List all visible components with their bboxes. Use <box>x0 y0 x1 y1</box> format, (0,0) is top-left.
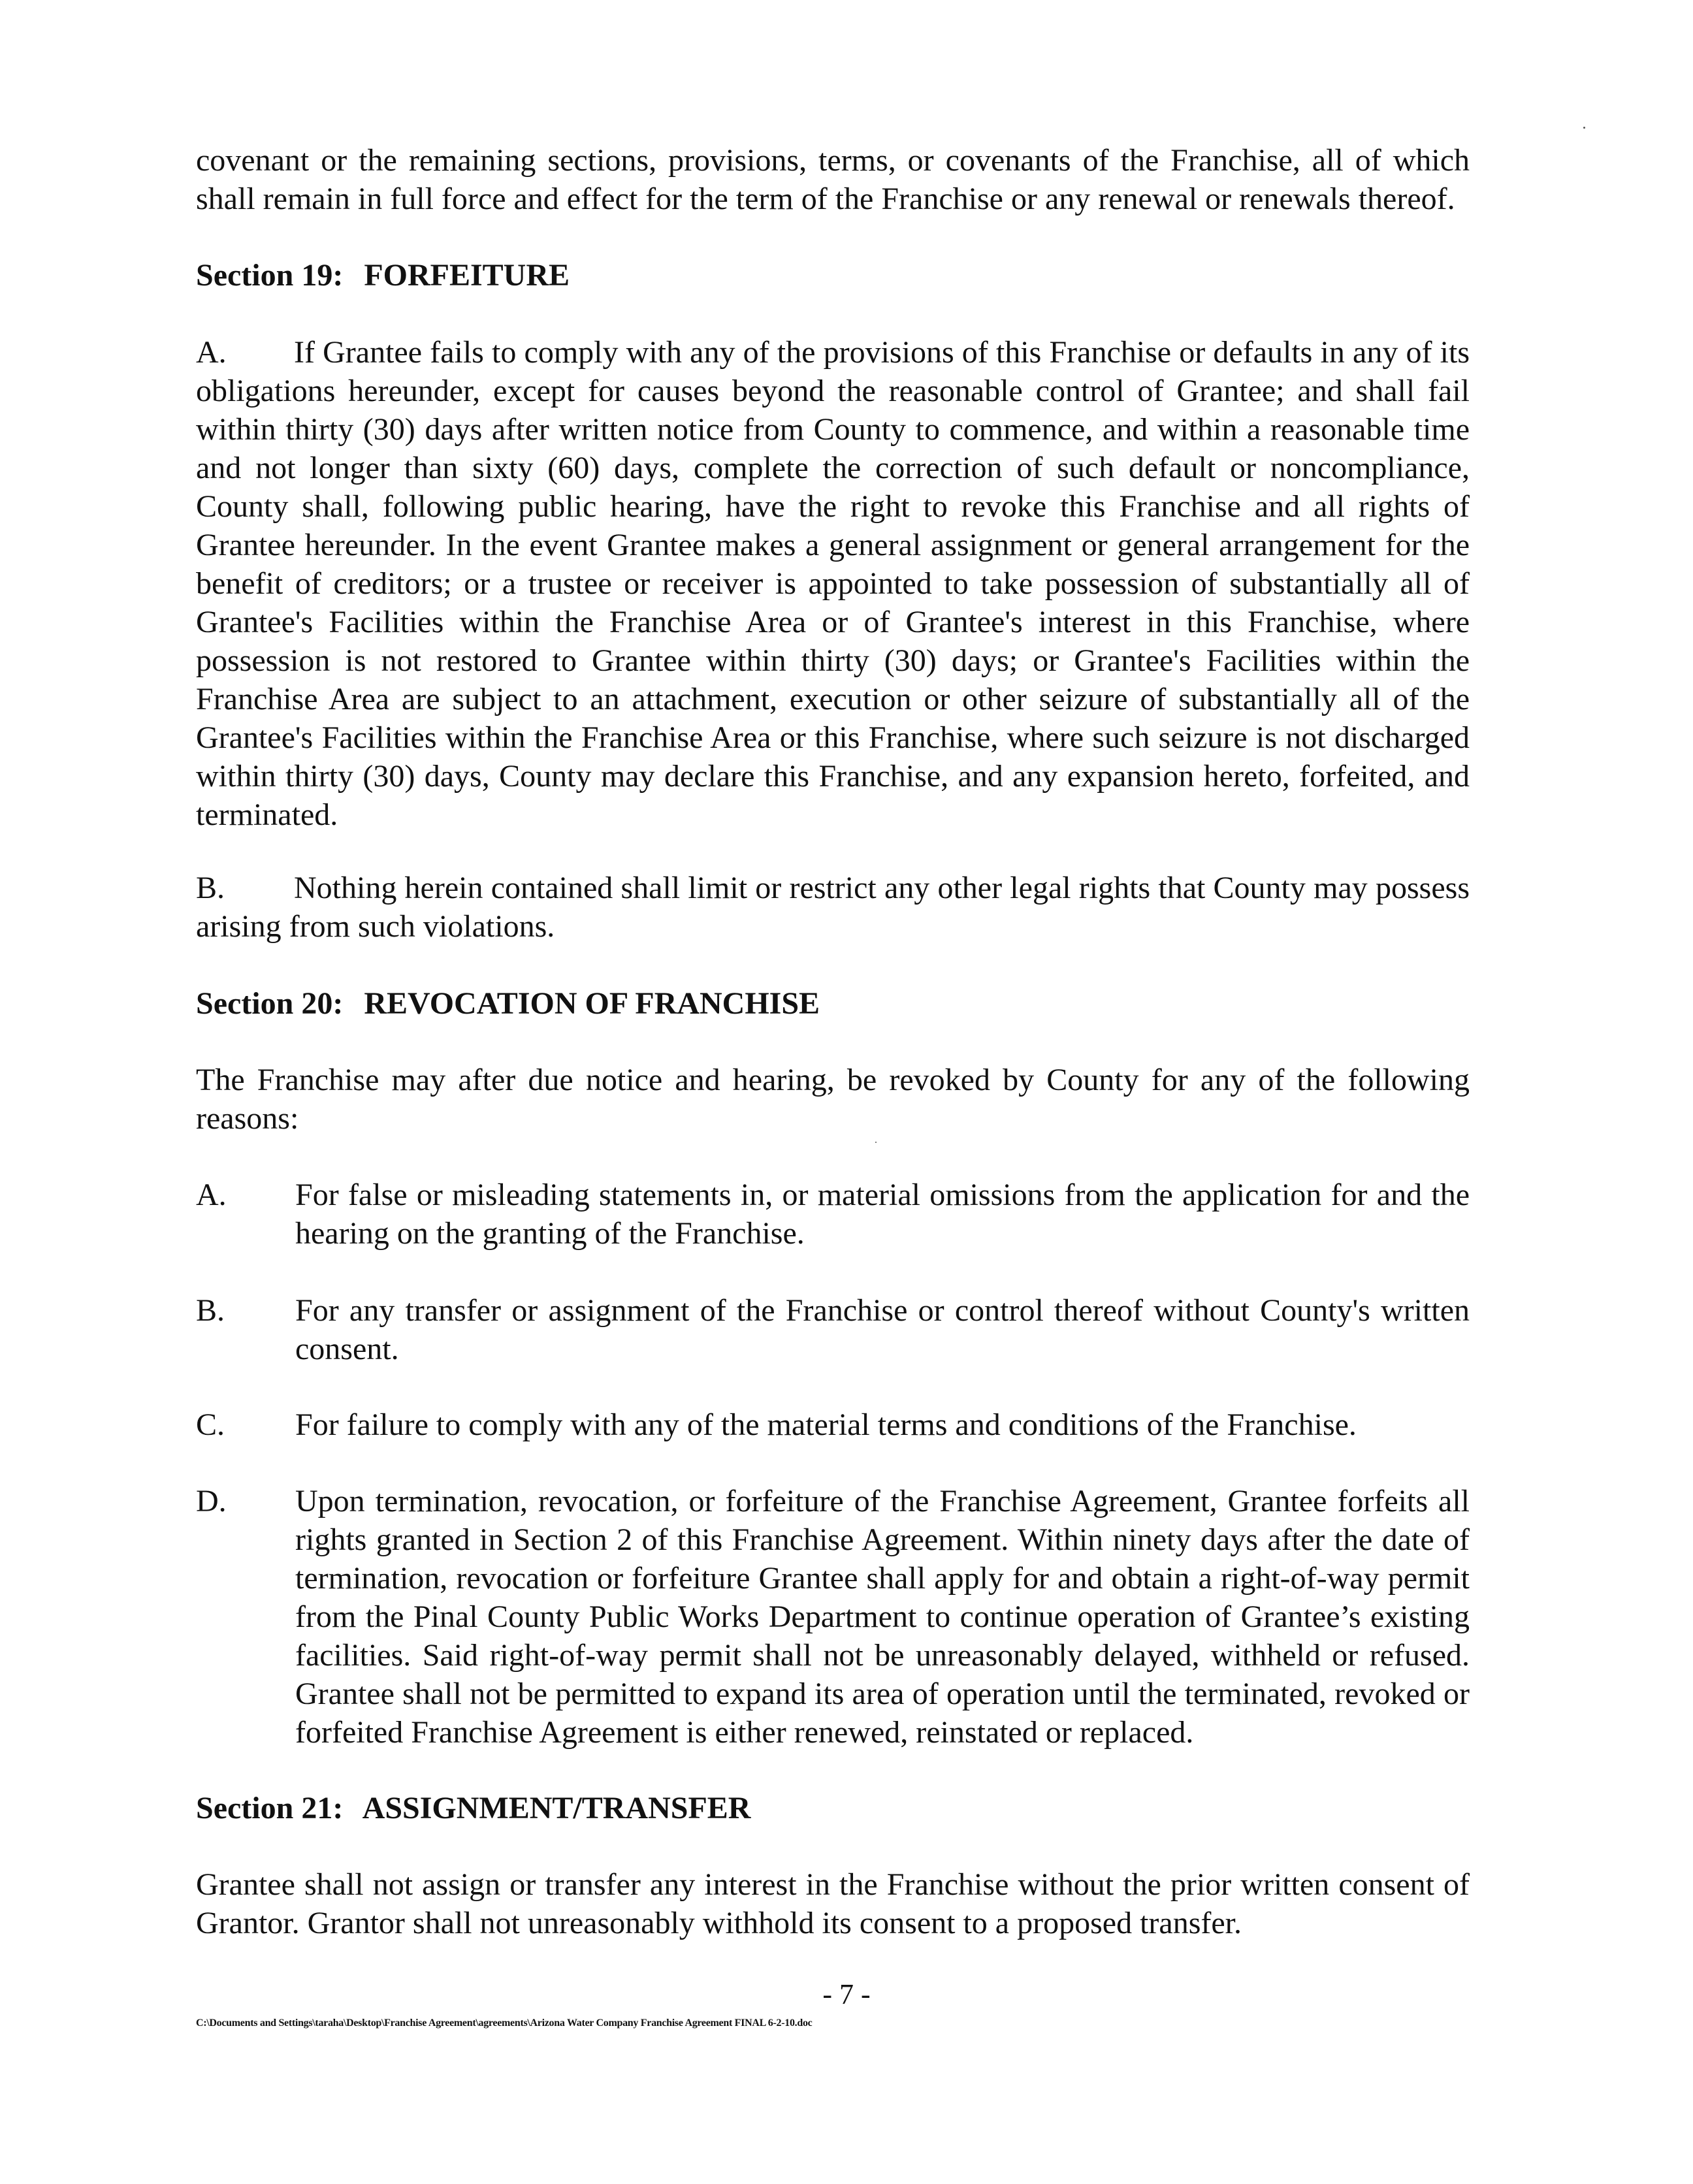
item-label: D. <box>196 1484 227 1518</box>
item-text: For false or misleading statements in, or material omissions from the application for and the hearing on the granting of the Franchise. <box>295 1178 1470 1251</box>
item-label: C. <box>196 1407 225 1442</box>
section-19-heading <box>196 256 570 295</box>
section-title: FORFEITURE <box>364 258 570 293</box>
paragraph-label: B. <box>196 871 225 905</box>
scan-speck <box>875 1142 877 1143</box>
item-label: B. <box>196 1293 225 1328</box>
section-20-heading <box>196 984 820 1023</box>
section-title: ASSIGNMENT/TRANSFER <box>362 1791 751 1825</box>
paragraph-text: Nothing herein contained shall limit or restrict any other legal rights that County may possess arising from such violations. <box>196 871 1470 944</box>
item-label: A. <box>196 1178 227 1212</box>
scan-speck <box>1583 127 1585 129</box>
revocation-reason-b <box>196 1291 1470 1368</box>
section-21-heading <box>196 1789 750 1827</box>
section-20-intro: The Franchise may after due notice and hearing, be revoked by County for any of the following reasons: <box>196 1063 1470 1136</box>
revocation-reason-a <box>196 1176 1470 1253</box>
revocation-reason-d <box>196 1482 1470 1752</box>
item-text: Upon termination, revocation, or forfeiture of the Franchise Agreement, Grantee forfeits all rights granted in Section 2 of this Franchise Agreement. Within ninety days after the date of termination, revocation or forfeiture Grantee shall apply for and obtain a right-of-way permit from the Pinal County Public Works Department to continue operation of Grantee’s existing facilities. Said right-of-way permit shall not be unreasonably delayed, withheld or refused. Grantee shall not be permitted to expand its area of operation until the terminated, revoked or forfeited Franchise Agreement is either renewed, reinstated or replaced. <box>295 1484 1470 1750</box>
file-path-footer: C:\Documents and Settings\taraha\Desktop\Franchise Agreement\agreements\Arizona Water Company Franchise Agreement FINAL 6-2-10.doc <box>196 2017 813 2029</box>
section-19-paragraph-b <box>196 869 1470 946</box>
section-19-paragraph-a <box>196 333 1470 834</box>
paragraph-text: If Grantee fails to comply with any of the provisions of this Franchise or defaults in any of its obligations hereunder, except for causes beyond the reasonable control of Grantee; and shall fail within thirty (30) days after written notice from County to commence, and within a reasonable time and not longer than sixty (60) days, complete the correction of such default or noncompliance, County shall, following public hearing, have the right to revoke this Franchise and all rights of Grantee hereunder. In the event Grantee makes a general assignment or general arrangement for the benefit of creditors; or a trustee or receiver is appointed to take possession of substantially all of Grantee's Facilities within the Franchise Area or of Grantee's interest in this Franchise, where possession is not restored to Grantee within thirty (30) days; or Grantee's Facilities within the Franchise Area are subject to an attachment, execution or other seizure of substantially all of the Grantee's Facilities within the Franchise Area or this Franchise, where such seizure is not discharged within thirty (30) days, County may declare this Franchise, and any expansion hereto, forfeited, and terminated. <box>196 335 1470 832</box>
section-number: Section 20: <box>196 986 344 1021</box>
paragraph-label: A. <box>196 335 227 370</box>
item-text: For failure to comply with any of the material terms and conditions of the Franchise. <box>295 1407 1357 1442</box>
continuation-paragraph: covenant or the remaining sections, provisions, terms, or covenants of the Franchise, all of which shall remain in full force and effect for the term of the Franchise or any renewal or renewals thereof. <box>196 143 1470 216</box>
item-text: For any transfer or assignment of the Franchise or control thereof without County's written consent. <box>295 1293 1470 1366</box>
section-21-paragraph: Grantee shall not assign or transfer any interest in the Franchise without the prior written consent of Grantor. Grantor shall not unreasonably withhold its consent to a proposed transfer. <box>196 1867 1470 1940</box>
section-number: Section 19: <box>196 258 344 293</box>
section-number: Section 21: <box>196 1791 344 1825</box>
revocation-reason-c <box>196 1405 1470 1444</box>
section-title: REVOCATION OF FRANCHISE <box>364 986 820 1021</box>
page-number: - 7 - <box>822 1978 871 2010</box>
